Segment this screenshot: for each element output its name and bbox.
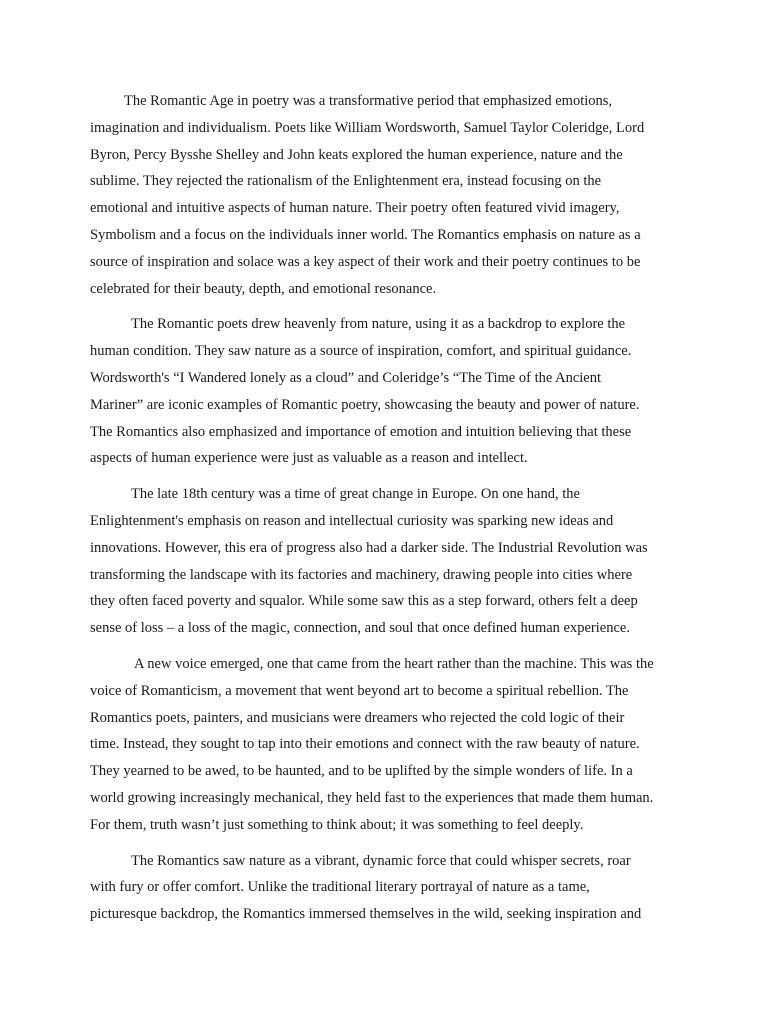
paragraph-2: [90, 311, 682, 472]
paragraph-line: A new voice emerged, one that came from the heart rather than the machine. This was the: [134, 655, 654, 672]
paragraph-5: [90, 848, 682, 928]
paragraph-line: The Romantic Age in poetry was a transformative period that emphasized emotions,: [124, 93, 613, 109]
paragraph-line: sense of loss – a loss of the magic, connection, and soul that once defined human experience.: [90, 620, 630, 637]
paragraph-line: they often faced poverty and squalor. While some saw this as a step forward, others felt a deep: [90, 593, 638, 610]
paragraph-line: world growing increasingly mechanical, they held fast to the experiences that made them human.: [90, 789, 654, 806]
paragraph-line: transforming the landscape with its factories and machinery, drawing people into cities where: [90, 566, 633, 583]
paragraph-line: The Romantics saw nature as a vibrant, dynamic force that could whisper secrets, roar: [131, 852, 631, 869]
paragraph-line: voice of Romanticism, a movement that went beyond art to become a spiritual rebellion. The: [90, 682, 629, 699]
paragraph-line: human condition. They saw nature as a source of inspiration, comfort, and spiritual guidance.: [90, 343, 632, 360]
paragraph-line: Romantics poets, painters, and musicians were dreamers who rejected the cold logic of their: [90, 709, 625, 726]
paragraph-line: emotional and intuitive aspects of human nature. Their poetry often featured vivid imagery,: [90, 200, 620, 217]
paragraph-1: [90, 88, 682, 302]
paragraph-line: imagination and individualism. Poets like William Wordsworth, Samuel Taylor Coleridge, Lord: [90, 119, 645, 136]
paragraph-line: Enlightenment's emphasis on reason and intellectual curiosity was sparking new ideas and: [90, 512, 614, 529]
paragraph-3: [90, 481, 682, 642]
paragraph-line: They yearned to be awed, to be haunted, and to be uplifted by the simple wonders of life. In a: [90, 763, 633, 780]
paragraph-line: picturesque backdrop, the Romantics immersed themselves in the wild, seeking inspiration and: [90, 906, 642, 923]
paragraph-line: Symbolism and a focus on the individuals inner world. The Romantics emphasis on nature as a: [90, 226, 641, 243]
paragraph-line: sublime. They rejected the rationalism of the Enlightenment era, instead focusing on the: [90, 173, 602, 190]
paragraph-line: Wordsworth's “I Wandered lonely as a cloud” and Coleridge’s “The Time of the Ancient: [90, 369, 602, 386]
paragraph-line: For them, truth wasn’t just something to think about; it was something to feel deeply.: [90, 816, 584, 833]
paragraph-line: The Romantics also emphasized and importance of emotion and intuition believing that these: [90, 423, 632, 440]
paragraph-line: The Romantic poets drew heavenly from nature, using it as a backdrop to explore the: [131, 316, 626, 333]
paragraph-line: innovations. However, this era of progress also had a darker side. The Industrial Revolution was: [90, 539, 648, 556]
paragraph-line: Byron, Percy Bysshe Shelley and John keats explored the human experience, nature and the: [90, 146, 623, 163]
paragraph-line: Mariner” are iconic examples of Romantic poetry, showcasing the beauty and power of nature.: [90, 396, 640, 413]
paragraph-line: aspects of human experience were just as valuable as a reason and intellect.: [90, 450, 528, 467]
document-body: [90, 88, 682, 937]
paragraph-line: celebrated for their beauty, depth, and emotional resonance.: [90, 280, 437, 297]
paragraph-line: with fury or offer comfort. Unlike the traditional literary portrayal of nature as a tame,: [90, 879, 590, 896]
paragraph-line: source of inspiration and solace was a key aspect of their work and their poetry continues to be: [90, 253, 641, 270]
paragraph-line: time. Instead, they sought to tap into their emotions and connect with the raw beauty of nature.: [90, 736, 640, 753]
paragraph-4: [90, 651, 682, 839]
paragraph-line: The late 18th century was a time of great change in Europe. On one hand, the: [131, 486, 580, 503]
